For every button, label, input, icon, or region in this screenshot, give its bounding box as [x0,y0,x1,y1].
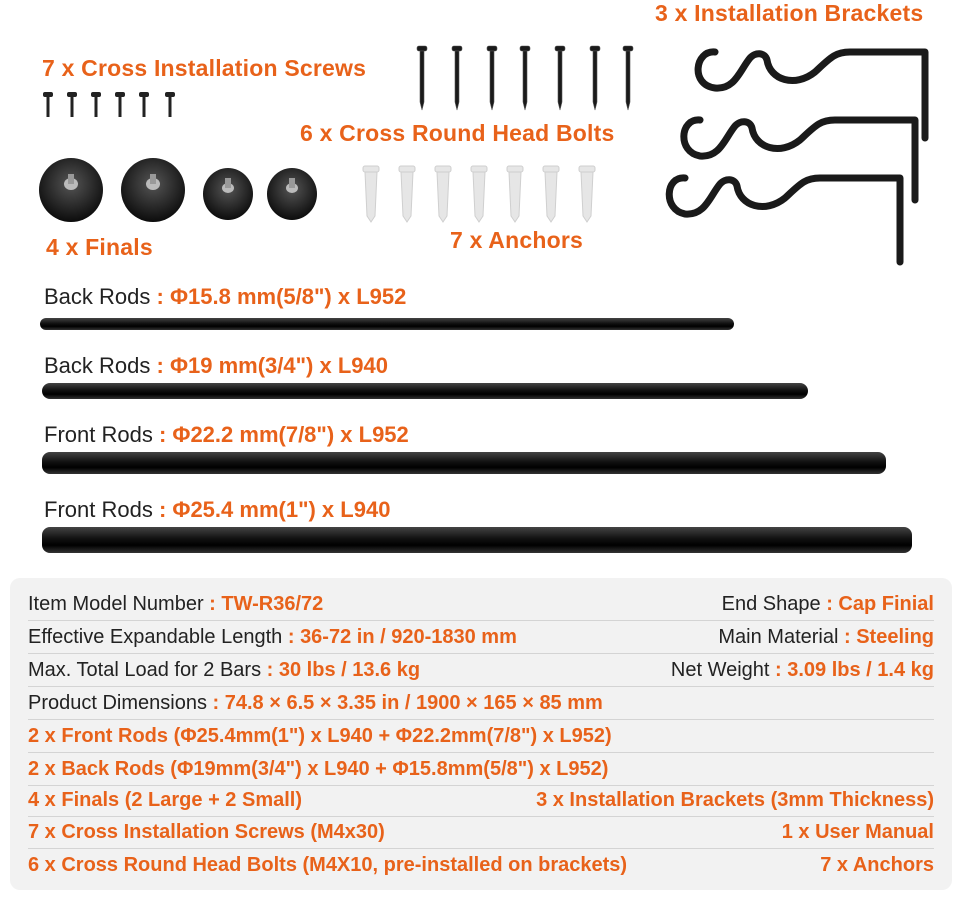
material-value: Steeling [856,626,934,648]
anchors-contents: 7 x Anchors [820,854,934,876]
dims-label: Product Dimensions [28,692,207,714]
length-label: Effective Expandable Length [28,626,283,648]
back-rods-contents: 2 x Back Rods (Φ19mm(3/4") x L940 + Φ15.8mm(5/8") x L952) [28,758,609,780]
rod-name: Front Rods [44,497,153,522]
rod-spec: Φ15.8 mm(5/8") x L952 [169,284,407,309]
load-label: Max. Total Load for 2 Bars [28,659,262,681]
spec-row-model [28,588,934,621]
small-screws-icon [40,92,190,122]
anchors-icon [355,166,605,224]
rod-label-1 [44,284,406,310]
screws-contents: 7 x Cross Installation Screws (M4x30) [28,821,385,843]
bolts-label: 6 x Cross Round Head Bolts [300,120,615,146]
brackets-label: 3 x Installation Brackets [655,0,924,26]
rod-separator: : [152,497,173,522]
colon: : [838,626,857,648]
colon: : [206,692,225,714]
colon: : [820,593,839,615]
dims-value: 74.8 × 6.5 × 3.35 in / 1900 × 165 × 85 mm [224,692,603,714]
colon: : [769,659,788,681]
rod-separator: : [150,353,170,378]
end-shape-value: Cap Finial [838,593,934,615]
spec-row-bolts [28,849,934,881]
model-value: TW-R36/72 [221,593,324,615]
rod-name: Back Rods [44,353,151,378]
spec-row-finals [28,784,934,817]
rod-separator: : [150,284,170,309]
rod-name: Back Rods [44,284,151,309]
load-value: 30 lbs / 13.6 kg [278,659,421,681]
model-label: Item Model Number [28,593,204,615]
back-rod-small [40,318,734,330]
spec-row-load [28,654,934,687]
spec-row-screws [28,816,934,849]
front-rods-contents: 2 x Front Rods (Φ25.4mm(1") x L940 + Φ22.2mm(7/8") x L952) [28,725,612,747]
rod-label-2 [44,353,388,379]
end-shape-label: End Shape [721,593,821,615]
front-rod-small [42,452,886,474]
spec-row-length [28,621,934,654]
rod-label-3 [44,422,409,448]
bolts-contents: 6 x Cross Round Head Bolts (M4X10, pre-installed on brackets) [28,854,628,876]
weight-value: 3.09 lbs / 1.4 kg [787,659,934,681]
finals-contents: 4 x Finals (2 Large + 2 Small) [28,789,303,811]
manual-contents: 1 x User Manual [781,821,934,843]
weight-label: Net Weight [670,659,770,681]
rod-separator: : [152,422,173,447]
colon: : [261,659,279,681]
spec-row-back-rods [28,753,934,786]
finals-label: 4 x Finals [46,234,153,260]
finals-icon [38,154,323,226]
length-value: 36-72 in / 920-1830 mm [300,626,517,648]
brackets-contents: 3 x Installation Brackets (3mm Thickness) [536,789,934,811]
rod-spec: Φ19 mm(3/4") x L940 [169,353,388,378]
back-rod-large [42,383,808,399]
rod-label-4 [44,497,390,523]
spec-row-dimensions [28,687,934,720]
spec-panel [10,578,952,890]
rod-spec: Φ25.4 mm(1") x L940 [172,497,391,522]
anchors-label: 7 x Anchors [450,227,584,253]
front-rod-large [42,527,912,553]
material-label: Main Material [718,626,839,648]
brackets-icon [655,40,945,265]
spec-row-front-rods [28,720,934,753]
long-bolts-icon [410,46,640,111]
screws-label: 7 x Cross Installation Screws [42,55,367,81]
colon: : [203,593,222,615]
colon: : [282,626,301,648]
rod-spec: Φ22.2 mm(7/8") x L952 [172,422,409,447]
rod-name: Front Rods [44,422,153,447]
